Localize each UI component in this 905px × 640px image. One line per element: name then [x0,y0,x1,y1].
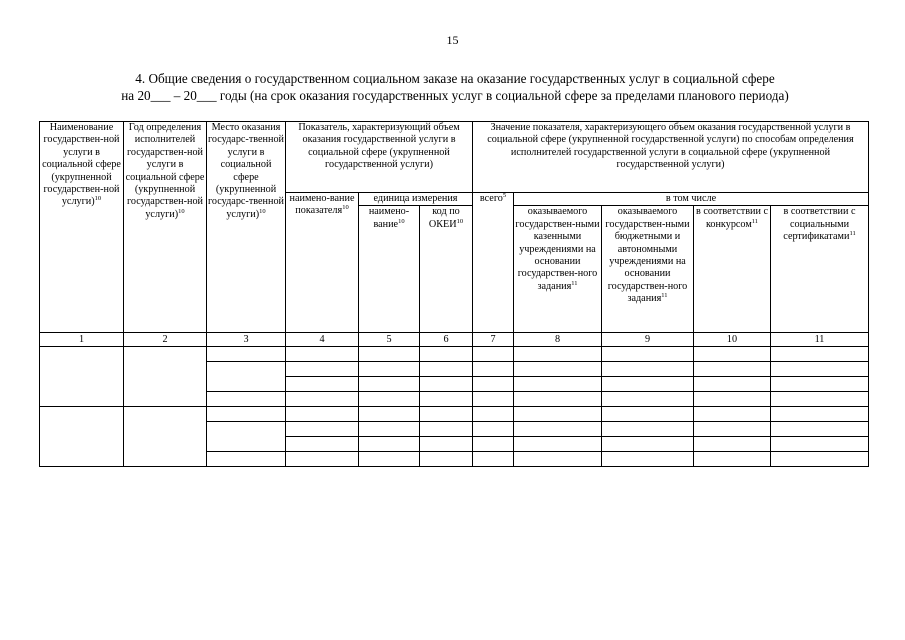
data-cell[interactable] [473,347,514,362]
column-number: 7 [473,333,514,347]
data-cell[interactable] [473,422,514,437]
header-state-institutions: оказываемого государствен-ными казенными учреждениями на основании государствен-ного задания$^{11}$ [514,206,602,333]
data-cell[interactable] [694,422,771,437]
data-cell[interactable] [359,362,420,377]
column-number-row [40,333,869,347]
data-cell[interactable] [359,437,420,452]
data-cell[interactable] [771,452,869,467]
data-cell[interactable] [514,347,602,362]
data-cell[interactable] [771,392,869,407]
data-cell[interactable] [602,377,694,392]
data-cell[interactable] [40,407,124,467]
data-cell[interactable] [359,347,420,362]
column-number: 4 [286,333,359,347]
header-value-group: Значение показателя, характеризующего объем оказания государственной услуги в социальной сфере (укрупненной государственной услуги) по способам определения исполнителей государственной услуги в социальной сфере (укрупненной государственной услуги) [473,122,869,193]
column-number: 6 [420,333,473,347]
column-number: 3 [207,333,286,347]
data-cell[interactable] [286,452,359,467]
data-cell[interactable] [473,377,514,392]
header-service-name: Наименование государствен-ной услуги в социальной сфере (укрупненной государствен-ной услуги)$^{10}$ [40,122,124,333]
data-cell[interactable] [420,437,473,452]
data-cell[interactable] [359,452,420,467]
section-title-line-2: на 20___ – 20___ годы (на срок оказания государственных услуг в социальной сфере за пределами планового периода) [121,88,789,103]
header-year: Год определения исполнителей государствен-ной услуги в социальной сфере (укрупненной государствен-ной услуги)$^{10}$ [124,122,207,333]
data-cell[interactable] [286,347,359,362]
column-number: 8 [514,333,602,347]
data-cell[interactable] [771,437,869,452]
data-cell[interactable] [207,362,286,392]
data-cell[interactable] [602,362,694,377]
data-cell[interactable] [420,422,473,437]
data-cell[interactable] [286,422,359,437]
header-place: Место оказания государс-твенной услуги в социальной сфере (укрупненной государс-твенной услуги)$^{10}$ [207,122,286,333]
column-number: 5 [359,333,420,347]
data-cell[interactable] [514,362,602,377]
section-title [40,70,870,104]
data-cell[interactable] [602,392,694,407]
data-cell[interactable] [286,407,359,422]
data-cell[interactable] [694,437,771,452]
data-cell[interactable] [602,407,694,422]
data-cell[interactable] [514,422,602,437]
header-indicator-group: Показатель, характеризующий объем оказания государственной услуги в социальной сфере (укрупненной государственной услуги) [286,122,473,193]
section-title-line-1: 4. Общие сведения о государственном социальном заказе на оказание государственных услуг в социальной сфере [135,71,775,86]
data-cell[interactable] [771,362,869,377]
data-cell[interactable] [359,377,420,392]
data-cell[interactable] [473,452,514,467]
data-cell[interactable] [207,392,286,407]
data-cell[interactable] [473,437,514,452]
data-cell[interactable] [420,362,473,377]
data-cell[interactable] [514,437,602,452]
data-cell[interactable] [420,407,473,422]
data-cell[interactable] [694,407,771,422]
data-cell[interactable] [694,452,771,467]
data-cell[interactable] [473,407,514,422]
data-cell[interactable] [124,347,207,407]
column-number: 9 [602,333,694,347]
data-cell[interactable] [514,407,602,422]
data-cell[interactable] [602,452,694,467]
table-row [40,347,869,362]
data-cell[interactable] [771,377,869,392]
data-cell[interactable] [124,407,207,467]
data-cell[interactable] [359,392,420,407]
data-cell[interactable] [473,392,514,407]
data-cell[interactable] [602,422,694,437]
column-number: 2 [124,333,207,347]
data-cell[interactable] [207,452,286,467]
data-cell[interactable] [514,392,602,407]
header-total: всего$^5$ [473,193,514,333]
page-number: 15 [446,33,459,47]
data-cell[interactable] [359,422,420,437]
header-including-group: в том числе [514,193,869,206]
data-cell[interactable] [771,347,869,362]
table-row [40,407,869,422]
data-cell[interactable] [420,392,473,407]
data-cell[interactable] [359,407,420,422]
social-order-table [39,121,869,467]
header-budget-institutions: оказываемого государствен-ными бюджетными и автономными учреждениями на основании государствен-ного задания$^{11}$ [602,206,694,333]
header-indicator-name: наимено-вание показателя$^{10}$ [286,193,359,333]
column-number: 10 [694,333,771,347]
data-cell[interactable] [514,452,602,467]
data-cell[interactable] [286,362,359,377]
data-cell[interactable] [771,407,869,422]
header-okei-code: код по ОКЕИ$^{10}$ [420,206,473,333]
header-certificates: в соответствии с социальными сертификатами$^{11}$ [771,206,869,333]
data-cell[interactable] [286,377,359,392]
data-cell[interactable] [286,392,359,407]
data-cell[interactable] [473,362,514,377]
data-cell[interactable] [207,422,286,452]
data-cell[interactable] [207,347,286,362]
data-cell[interactable] [602,347,694,362]
column-number: 11 [771,333,869,347]
data-cell[interactable] [40,347,124,407]
header-unit-group: единица измерения [359,193,473,206]
data-cell[interactable] [514,377,602,392]
data-cell[interactable] [420,347,473,362]
data-cell[interactable] [207,407,286,422]
data-cell[interactable] [286,437,359,452]
data-cell[interactable] [602,437,694,452]
data-cell[interactable] [694,392,771,407]
data-cell[interactable] [694,377,771,392]
header-contest: в соответствии с конкурсом$^{11}$ [694,206,771,333]
data-cell[interactable] [771,422,869,437]
header-unit-name: наимено-вание$^{10}$ [359,206,420,333]
data-cell[interactable] [694,362,771,377]
data-cell[interactable] [420,452,473,467]
data-cell[interactable] [694,347,771,362]
column-number: 1 [40,333,124,347]
data-cell[interactable] [420,377,473,392]
